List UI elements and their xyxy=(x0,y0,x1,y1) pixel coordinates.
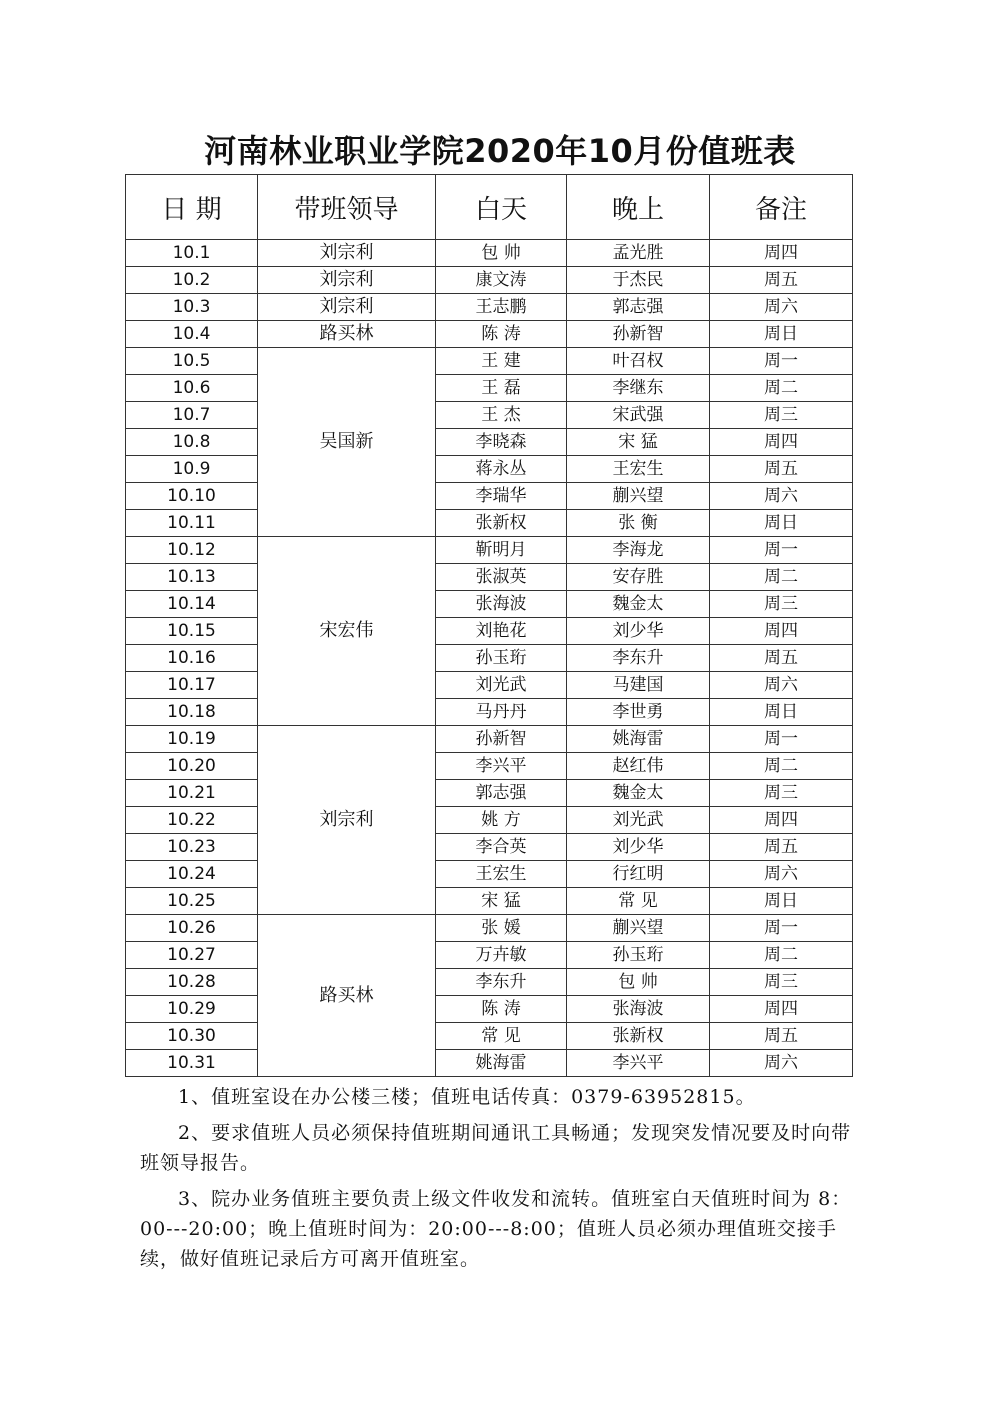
date-cell: 10.14 xyxy=(126,591,258,618)
note-3: 3、院办业务值班主要负责上级文件收发和流转。值班室白天值班时间为 8：00---20:00；晚上值班时间为：20:00---8:00；值班人员必须办理值班交接手续，做好值班记录后方可离开值班室。 xyxy=(140,1188,852,1270)
table-row xyxy=(126,267,853,294)
table-row xyxy=(126,753,853,780)
remark-cell: 周一 xyxy=(710,726,853,753)
column-header-night-shift: 晚上 xyxy=(567,175,710,240)
column-header-remark: 备注 xyxy=(710,175,853,240)
date-cell: 10.11 xyxy=(126,510,258,537)
notes-section xyxy=(140,1082,870,1280)
remark-cell: 周五 xyxy=(710,456,853,483)
date-cell: 10.23 xyxy=(126,834,258,861)
night-shift-cell: 姚海雷 xyxy=(567,726,710,753)
table-row xyxy=(126,537,853,564)
date-cell: 10.12 xyxy=(126,537,258,564)
remark-cell: 周六 xyxy=(710,1050,853,1077)
date-cell: 10.17 xyxy=(126,672,258,699)
table-row xyxy=(126,915,853,942)
remark-cell: 周二 xyxy=(710,375,853,402)
night-shift-cell: 马建国 xyxy=(567,672,710,699)
day-shift-cell: 姚 方 xyxy=(436,807,567,834)
remark-cell: 周日 xyxy=(710,510,853,537)
table-row xyxy=(126,294,853,321)
remark-cell: 周五 xyxy=(710,645,853,672)
remark-cell: 周二 xyxy=(710,753,853,780)
date-cell: 10.28 xyxy=(126,969,258,996)
day-shift-cell: 陈 涛 xyxy=(436,996,567,1023)
day-shift-cell: 常 见 xyxy=(436,1023,567,1050)
date-cell: 10.3 xyxy=(126,294,258,321)
night-shift-cell: 刘光武 xyxy=(567,807,710,834)
date-cell: 10.26 xyxy=(126,915,258,942)
night-shift-cell: 张新权 xyxy=(567,1023,710,1050)
night-shift-cell: 李海龙 xyxy=(567,537,710,564)
leader-cell: 刘宗利 xyxy=(258,726,436,915)
table-row xyxy=(126,1050,853,1077)
column-header-day-shift: 白天 xyxy=(436,175,567,240)
night-shift-cell: 李东升 xyxy=(567,645,710,672)
table-row xyxy=(126,321,853,348)
date-cell: 10.30 xyxy=(126,1023,258,1050)
remark-cell: 周六 xyxy=(710,861,853,888)
remark-cell: 周三 xyxy=(710,969,853,996)
night-shift-cell: 包 帅 xyxy=(567,969,710,996)
date-cell: 10.7 xyxy=(126,402,258,429)
day-shift-cell: 张淑英 xyxy=(436,564,567,591)
night-shift-cell: 李兴平 xyxy=(567,1050,710,1077)
remark-cell: 周四 xyxy=(710,996,853,1023)
table-row xyxy=(126,240,853,267)
date-cell: 10.19 xyxy=(126,726,258,753)
remark-cell: 周四 xyxy=(710,618,853,645)
date-cell: 10.29 xyxy=(126,996,258,1023)
remark-cell: 周四 xyxy=(710,429,853,456)
table-row xyxy=(126,942,853,969)
remark-cell: 周六 xyxy=(710,294,853,321)
remark-cell: 周六 xyxy=(710,672,853,699)
leader-cell: 宋宏伟 xyxy=(258,537,436,726)
night-shift-cell: 安存胜 xyxy=(567,564,710,591)
table-row xyxy=(126,429,853,456)
night-shift-cell: 孙玉珩 xyxy=(567,942,710,969)
day-shift-cell: 蒋永丛 xyxy=(436,456,567,483)
table-row xyxy=(126,645,853,672)
table-row xyxy=(126,456,853,483)
table-row xyxy=(126,375,853,402)
day-shift-cell: 李合英 xyxy=(436,834,567,861)
table-row xyxy=(126,861,853,888)
date-cell: 10.1 xyxy=(126,240,258,267)
day-shift-cell: 宋 猛 xyxy=(436,888,567,915)
table-row xyxy=(126,780,853,807)
date-cell: 10.31 xyxy=(126,1050,258,1077)
night-shift-cell: 郭志强 xyxy=(567,294,710,321)
night-shift-cell: 孟光胜 xyxy=(567,240,710,267)
day-shift-cell: 姚海雷 xyxy=(436,1050,567,1077)
table-row xyxy=(126,1023,853,1050)
date-cell: 10.25 xyxy=(126,888,258,915)
day-shift-cell: 靳明月 xyxy=(436,537,567,564)
remark-cell: 周三 xyxy=(710,591,853,618)
day-shift-cell: 陈 涛 xyxy=(436,321,567,348)
date-cell: 10.5 xyxy=(126,348,258,375)
remark-cell: 周六 xyxy=(710,483,853,510)
night-shift-cell: 孙新智 xyxy=(567,321,710,348)
remark-cell: 周日 xyxy=(710,888,853,915)
table-row xyxy=(126,807,853,834)
remark-cell: 周一 xyxy=(710,915,853,942)
table-row xyxy=(126,672,853,699)
table-row xyxy=(126,564,853,591)
night-shift-cell: 魏金太 xyxy=(567,780,710,807)
night-shift-cell: 张 衡 xyxy=(567,510,710,537)
night-shift-cell: 张海波 xyxy=(567,996,710,1023)
night-shift-cell: 刘少华 xyxy=(567,618,710,645)
day-shift-cell: 刘光武 xyxy=(436,672,567,699)
day-shift-cell: 孙玉珩 xyxy=(436,645,567,672)
page-title: 河南林业职业学院2020年10月份值班表 xyxy=(204,132,796,170)
night-shift-cell: 赵红伟 xyxy=(567,753,710,780)
date-cell: 10.2 xyxy=(126,267,258,294)
night-shift-cell: 魏金太 xyxy=(567,591,710,618)
night-shift-cell: 蒯兴望 xyxy=(567,915,710,942)
table-row xyxy=(126,888,853,915)
night-shift-cell: 刘少华 xyxy=(567,834,710,861)
note-2: 2、要求值班人员必须保持值班期间通讯工具畅通；发现突发情况要及时向带班领导报告。 xyxy=(140,1122,852,1174)
day-shift-cell: 王宏生 xyxy=(436,861,567,888)
remark-cell: 周五 xyxy=(710,834,853,861)
table-row xyxy=(126,483,853,510)
leader-cell: 刘宗利 xyxy=(258,294,436,321)
remark-cell: 周二 xyxy=(710,564,853,591)
date-cell: 10.21 xyxy=(126,780,258,807)
day-shift-cell: 刘艳花 xyxy=(436,618,567,645)
day-shift-cell: 康文涛 xyxy=(436,267,567,294)
date-cell: 10.20 xyxy=(126,753,258,780)
remark-cell: 周二 xyxy=(710,942,853,969)
night-shift-cell: 叶召权 xyxy=(567,348,710,375)
leader-cell: 刘宗利 xyxy=(258,267,436,294)
date-cell: 10.10 xyxy=(126,483,258,510)
remark-cell: 周五 xyxy=(710,1023,853,1050)
day-shift-cell: 李晓森 xyxy=(436,429,567,456)
night-shift-cell: 李继东 xyxy=(567,375,710,402)
night-shift-cell: 蒯兴望 xyxy=(567,483,710,510)
day-shift-cell: 孙新智 xyxy=(436,726,567,753)
date-cell: 10.9 xyxy=(126,456,258,483)
table-row xyxy=(126,348,853,375)
day-shift-cell: 包 帅 xyxy=(436,240,567,267)
day-shift-cell: 李东升 xyxy=(436,969,567,996)
date-cell: 10.16 xyxy=(126,645,258,672)
remark-cell: 周四 xyxy=(710,240,853,267)
day-shift-cell: 万卉敏 xyxy=(436,942,567,969)
day-shift-cell: 王志鹏 xyxy=(436,294,567,321)
day-shift-cell: 张新权 xyxy=(436,510,567,537)
night-shift-cell: 宋武强 xyxy=(567,402,710,429)
date-cell: 10.8 xyxy=(126,429,258,456)
date-cell: 10.6 xyxy=(126,375,258,402)
table-row xyxy=(126,618,853,645)
remark-cell: 周一 xyxy=(710,537,853,564)
remark-cell: 周四 xyxy=(710,807,853,834)
day-shift-cell: 张海波 xyxy=(436,591,567,618)
date-cell: 10.13 xyxy=(126,564,258,591)
day-shift-cell: 王 杰 xyxy=(436,402,567,429)
column-header-leader: 带班领导 xyxy=(258,175,436,240)
day-shift-cell: 李瑞华 xyxy=(436,483,567,510)
table-row xyxy=(126,726,853,753)
night-shift-cell: 王宏生 xyxy=(567,456,710,483)
leader-cell: 路买林 xyxy=(258,321,436,348)
night-shift-cell: 宋 猛 xyxy=(567,429,710,456)
note-1: 1、值班室设在办公楼三楼；值班电话传真：0379-63952815。 xyxy=(178,1086,756,1108)
column-header-date: 日 期 xyxy=(126,175,258,240)
table-row xyxy=(126,591,853,618)
date-cell: 10.4 xyxy=(126,321,258,348)
day-shift-cell: 李兴平 xyxy=(436,753,567,780)
night-shift-cell: 常 见 xyxy=(567,888,710,915)
table-row xyxy=(126,402,853,429)
table-row xyxy=(126,834,853,861)
night-shift-cell: 李世勇 xyxy=(567,699,710,726)
leader-cell: 吴国新 xyxy=(258,348,436,537)
day-shift-cell: 王 建 xyxy=(436,348,567,375)
day-shift-cell: 郭志强 xyxy=(436,780,567,807)
duty-schedule-table xyxy=(125,174,853,1077)
remark-cell: 周一 xyxy=(710,348,853,375)
remark-cell: 周三 xyxy=(710,402,853,429)
leader-cell: 路买林 xyxy=(258,915,436,1077)
remark-cell: 周日 xyxy=(710,321,853,348)
day-shift-cell: 张 媛 xyxy=(436,915,567,942)
night-shift-cell: 于杰民 xyxy=(567,267,710,294)
day-shift-cell: 马丹丹 xyxy=(436,699,567,726)
remark-cell: 周五 xyxy=(710,267,853,294)
date-cell: 10.22 xyxy=(126,807,258,834)
remark-cell: 周日 xyxy=(710,699,853,726)
date-cell: 10.18 xyxy=(126,699,258,726)
table-body xyxy=(126,240,853,1077)
date-cell: 10.15 xyxy=(126,618,258,645)
day-shift-cell: 王 磊 xyxy=(436,375,567,402)
date-cell: 10.24 xyxy=(126,861,258,888)
night-shift-cell: 行红明 xyxy=(567,861,710,888)
leader-cell: 刘宗利 xyxy=(258,240,436,267)
table-header-row xyxy=(126,175,853,240)
table-row xyxy=(126,699,853,726)
table-row xyxy=(126,969,853,996)
table-row xyxy=(126,510,853,537)
remark-cell: 周三 xyxy=(710,780,853,807)
table-row xyxy=(126,996,853,1023)
date-cell: 10.27 xyxy=(126,942,258,969)
